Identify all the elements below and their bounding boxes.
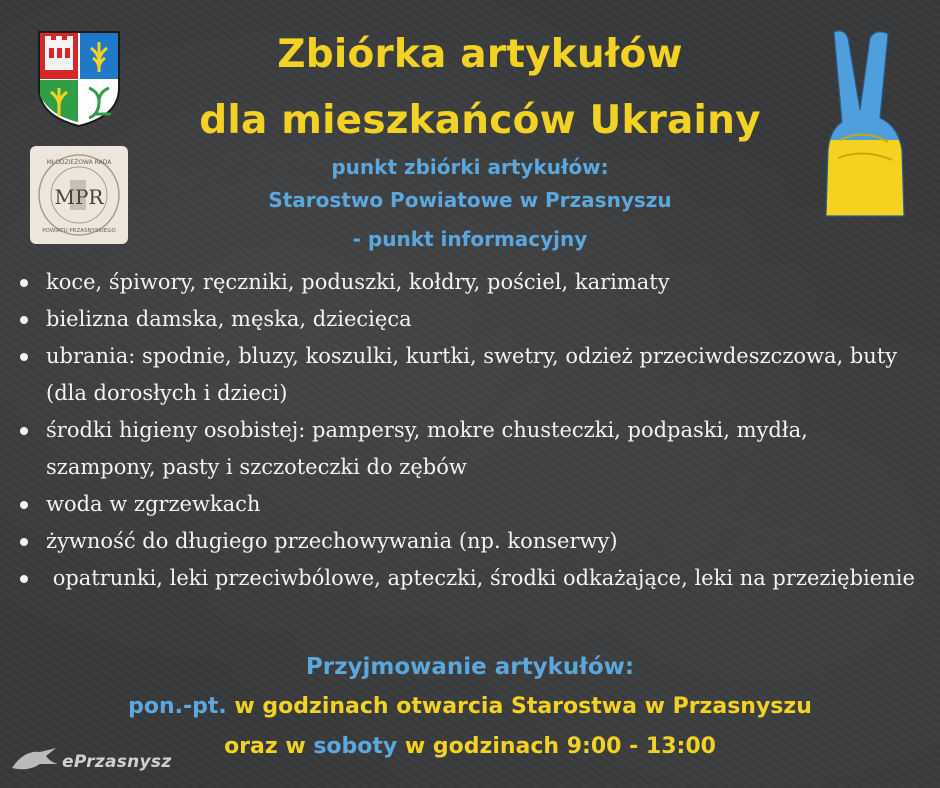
youth-council-logo xyxy=(30,146,128,244)
weekdays-text: w godzinach otwarcia Starostwa w Przasnyszu xyxy=(226,694,812,719)
seal-icon xyxy=(30,146,128,244)
svg-text:MŁODZIEŻOWA RADA: MŁODZIEŻOWA RADA xyxy=(46,159,112,166)
collection-point-label: punkt zbiórki artykułów: xyxy=(331,155,609,179)
title-line-2: dla mieszkańców Ukrainy xyxy=(199,98,761,143)
saturday-label: soboty xyxy=(313,734,398,759)
watermark-text: ePrzasnysz xyxy=(62,752,172,772)
list-item: woda w zgrzewkach xyxy=(18,486,918,523)
items-list xyxy=(18,264,918,597)
list-item: opatrunki, leki przeciwbólowe, apteczki, środki odkażające, leki na przeziębienie xyxy=(18,560,918,597)
weekdays-label: pon.-pt. xyxy=(128,694,227,719)
title-line-1: Zbiórka artykułów xyxy=(277,32,683,77)
bird-logo-icon xyxy=(10,744,60,774)
svg-text:POWIATU PRZASNYSKIEGO: POWIATU PRZASNYSKIEGO xyxy=(42,228,116,234)
list-item: środki higieny osobistej: pampersy, mokre chusteczki, podpaski, mydła, szampony, pasty i szczoteczki do zębów xyxy=(18,412,918,486)
svg-text:MPR: MPR xyxy=(54,185,104,209)
collection-point-place: Starostwo Powiatowe w Przasnyszu xyxy=(268,188,672,212)
saturday-text: w godzinach 9:00 - 13:00 xyxy=(397,734,716,759)
list-item: koce, śpiwory, ręczniki, poduszki, kołdry, pościel, karimaty xyxy=(18,264,918,301)
schedule-heading: Przyjmowanie artykułów: xyxy=(305,654,635,680)
schedule-weekdays xyxy=(40,690,900,724)
list-item: ubrania: spodnie, bluzy, koszulki, kurtki, swetry, odzież przeciwdeszczowa, buty (dla dorosłych i dzieci) xyxy=(18,338,918,412)
collection-point-detail: - punkt informacyjny xyxy=(352,227,588,251)
saturday-prefix: oraz w xyxy=(224,734,314,759)
list-item: bielizna damska, męska, dziecięca xyxy=(18,301,918,338)
list-item: żywność do długiego przechowywania (np. konserwy) xyxy=(18,523,918,560)
coat-of-arms-icon xyxy=(37,30,121,128)
watermark xyxy=(10,744,170,778)
